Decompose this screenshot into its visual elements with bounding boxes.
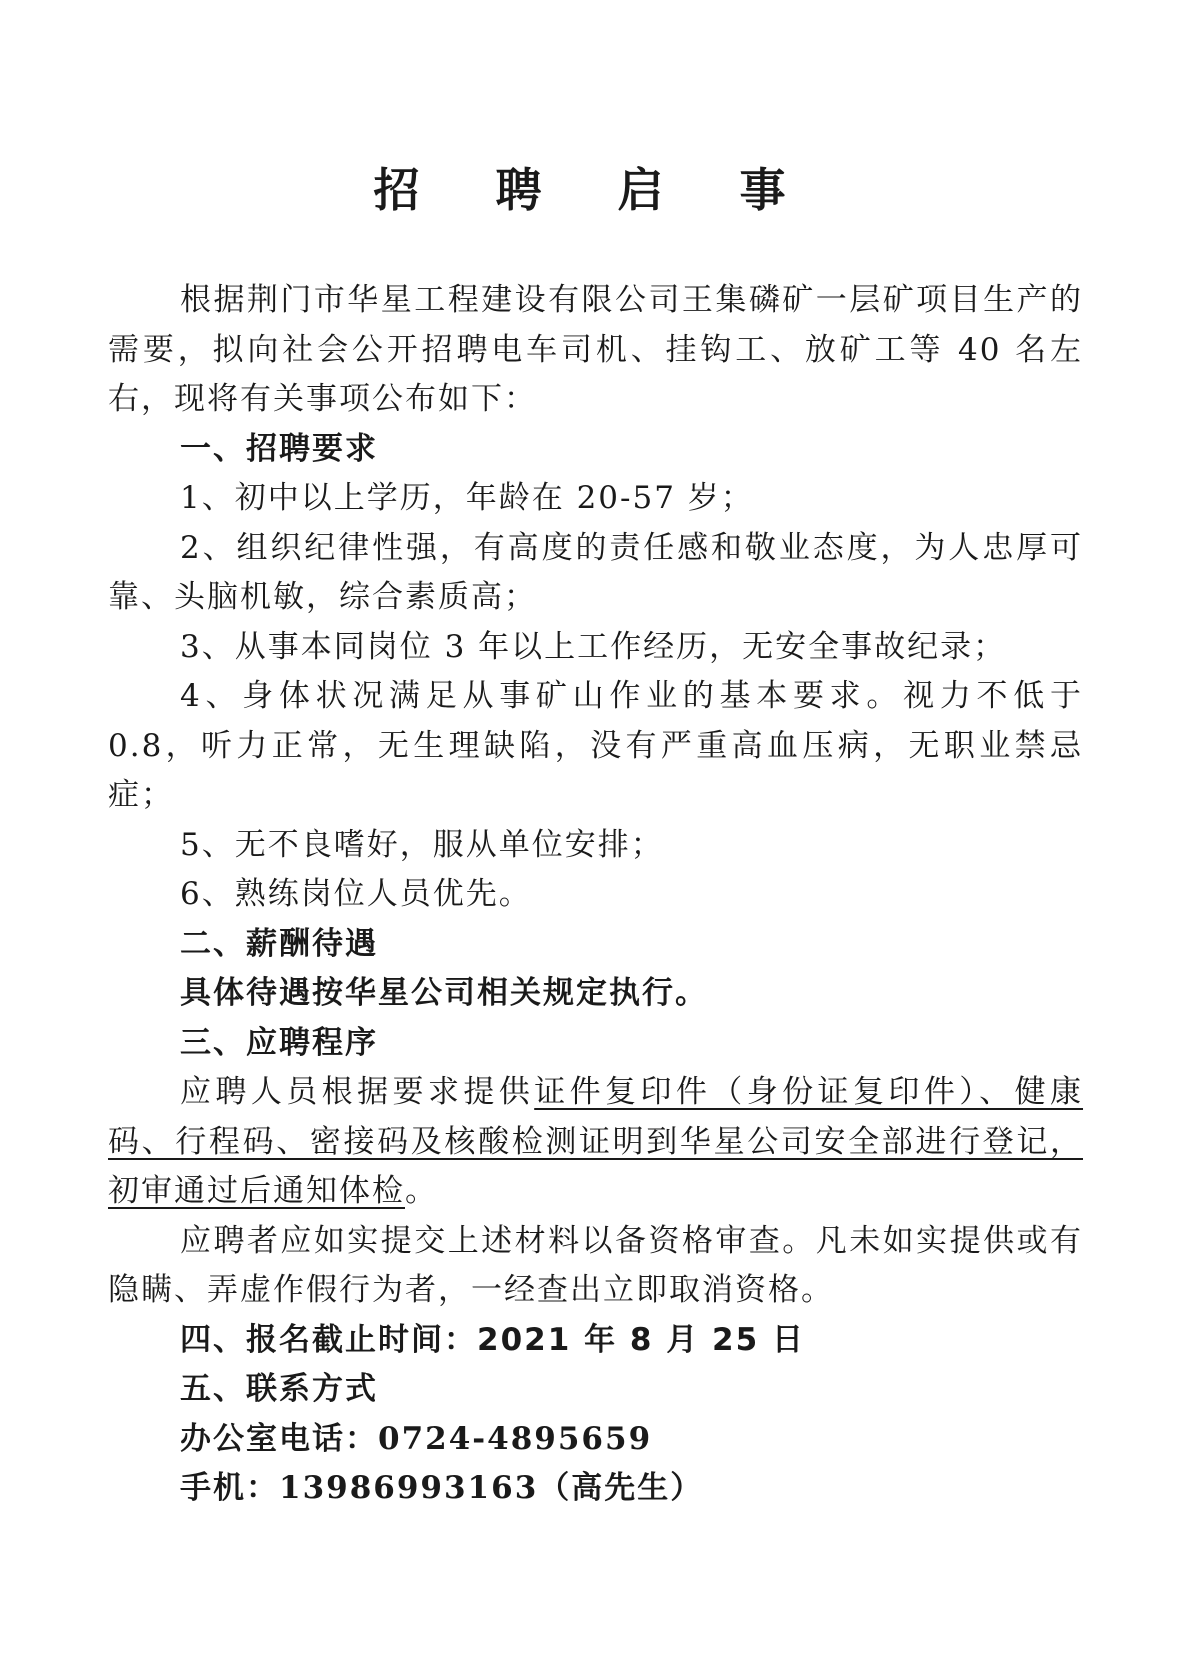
section-heading-requirements: 一、招聘要求 bbox=[180, 430, 378, 467]
procedure-prefix: 应聘人员根据要求提供 bbox=[180, 1074, 535, 1110]
procedure-notice: 应聘者应如实提交上述材料以备资格审查。凡未如实提供或有隐瞒、弄虚作假行为者，一经查出立即取消资格。 bbox=[108, 1222, 1083, 1308]
requirement-item: 5、无不良嗜好，服从单位安排； bbox=[180, 826, 664, 863]
requirement-item: 2、组织纪律性强，有高度的责任感和敬业态度，为人忠厚可靠、头脑机敏，综合素质高； bbox=[108, 529, 1083, 615]
requirement-item: 4、身体状况满足从事矿山作业的基本要求。视力不低于 0.8，听力正常，无生理缺陷，没有严重高血压病，无职业禁忌症； bbox=[108, 678, 1083, 813]
mobile-phone: 手机：13986993163（高先生） bbox=[180, 1470, 704, 1506]
salary-text: 具体待遇按华星公司相关规定执行。 bbox=[180, 975, 708, 1011]
office-phone: 办公室电话：0724-4895659 bbox=[180, 1420, 653, 1457]
document-title: 招 聘 启 事 bbox=[373, 163, 816, 217]
requirement-item: 1、初中以上学历，年龄在 20-57 岁； bbox=[180, 480, 754, 516]
procedure-underlined-text: 证件复印件（身份证复印件）、健康码、行程码、密接码及核酸检测证明到华星公司安全部进行登记，初审通过后通知体检 bbox=[108, 1074, 1084, 1209]
requirement-item: 3、从事本同岗位 3 年以上工作经历，无安全事故纪录； bbox=[180, 628, 1007, 665]
section-heading-contact: 五、联系方式 bbox=[180, 1371, 378, 1407]
section-heading-deadline: 四、报名截止时间：2021 年 8 月 25 日 bbox=[180, 1321, 805, 1358]
procedure-suffix: 。 bbox=[405, 1173, 438, 1209]
procedure-paragraph bbox=[108, 1068, 1083, 1217]
section-heading-procedure: 三、应聘程序 bbox=[180, 1024, 378, 1061]
section-heading-salary: 二、薪酬待遇 bbox=[180, 925, 378, 962]
intro-paragraph: 根据荆门市华星工程建设有限公司王集磷矿一层矿项目生产的需要，拟向社会公开招聘电车司机、挂钩工、放矿工等 40 名左右，现将有关事项公布如下： bbox=[108, 282, 1083, 417]
document-body bbox=[108, 276, 1083, 1514]
requirement-item: 6、熟练岗位人员优先。 bbox=[180, 876, 532, 912]
